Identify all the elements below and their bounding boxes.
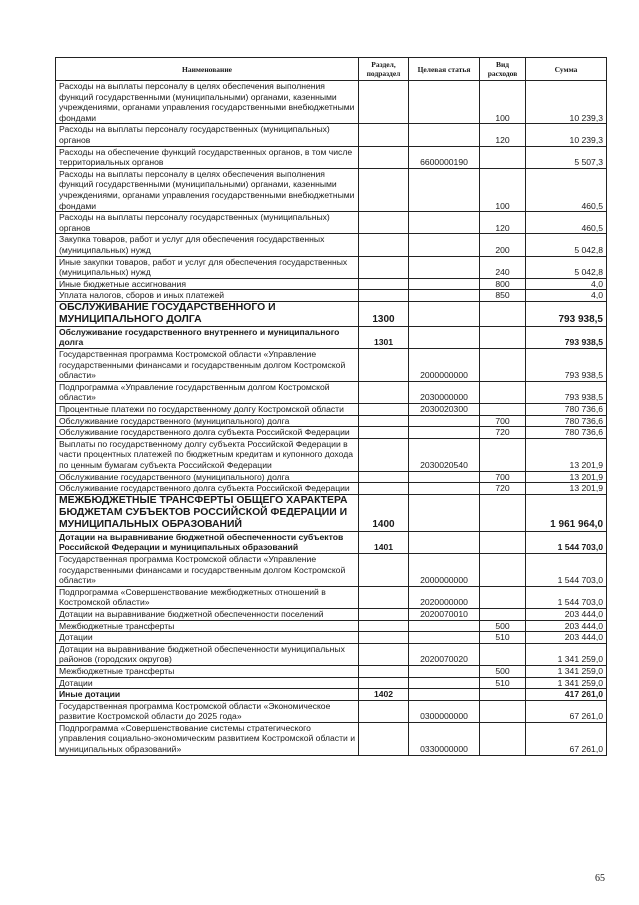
row-target-cell: 2030000000 [409,381,480,403]
row-sum-cell: 1 544 703,0 [526,531,607,553]
table-row [56,643,607,665]
row-kind-cell [480,146,526,168]
row-kind-cell [480,643,526,665]
row-target-cell: 6600000190 [409,146,480,168]
row-kind-cell: 500 [480,665,526,677]
row-section-cell [359,608,409,620]
row-sum-cell: 5 042,8 [526,256,607,278]
row-sum-cell: 5 507,3 [526,146,607,168]
row-section-cell [359,381,409,403]
row-target-cell [409,689,480,701]
row-target-cell [409,494,480,531]
row-name-cell: Обслуживание государственного (муниципального) долга [56,415,359,427]
row-name-cell: МЕЖБЮДЖЕТНЫЕ ТРАНСФЕРТЫ ОБЩЕГО ХАРАКТЕРА БЮДЖЕТАМ СУБЪЕКТОВ РОССИЙСКОЙ ФЕДЕРАЦИИ И МУНИЦИПАЛЬНЫХ ОБРАЗОВАНИЙ [56,494,359,531]
row-name-cell: Расходы на выплаты персоналу в целях обеспечения выполнения функций государственными (муниципальными) органами, казенными учреждениями, органами управления государственными внебюджетными фондами [56,168,359,211]
row-target-cell: 2020070020 [409,643,480,665]
row-section-cell [359,212,409,234]
row-target-cell [409,278,480,290]
row-name-cell: Государственная программа Костромской области «Управление государственными финансами и государственным долгом Костромской области» [56,553,359,586]
row-target-cell [409,81,480,124]
row-sum-cell: 13 201,9 [526,483,607,495]
row-section-cell [359,256,409,278]
row-kind-cell [480,349,526,382]
row-sum-cell: 793 938,5 [526,301,607,326]
row-name-cell: Расходы на обеспечение функций государственных органов, в том числе территориальных органов [56,146,359,168]
row-sum-cell: 1 544 703,0 [526,586,607,608]
row-name-cell: Подпрограмма «Совершенствование межбюджетных отношений в Костромской области» [56,586,359,608]
row-sum-cell: 1 544 703,0 [526,553,607,586]
row-section-cell [359,415,409,427]
row-sum-cell: 1 341 259,0 [526,665,607,677]
budget-table [55,57,607,756]
row-section-cell [359,665,409,677]
row-target-cell [409,290,480,302]
row-target-cell [409,620,480,632]
header-kind: Вид расходов [480,58,526,81]
row-sum-cell: 793 938,5 [526,326,607,348]
table-row [56,415,607,427]
row-kind-cell [480,301,526,326]
row-name-cell: Межбюджетные трансферты [56,665,359,677]
row-kind-cell: 850 [480,290,526,302]
table-row [56,427,607,439]
row-section-cell [359,427,409,439]
table-row [56,438,607,471]
row-section-cell [359,278,409,290]
row-kind-cell: 120 [480,212,526,234]
table-row [56,81,607,124]
row-sum-cell: 780 736,6 [526,404,607,416]
row-name-cell: Государственная программа Костромской области «Экономическое развитие Костромской области до 2025 года» [56,700,359,722]
row-section-cell [359,677,409,689]
row-target-cell: 2020000000 [409,586,480,608]
table-row [56,301,607,326]
table-row [56,700,607,722]
row-section-cell [359,553,409,586]
table-row [56,494,607,531]
row-kind-cell [480,438,526,471]
row-section-cell [359,81,409,124]
row-name-cell: Обслуживание государственного (муниципального) долга [56,471,359,483]
row-name-cell: Межбюджетные трансферты [56,620,359,632]
table-row [56,471,607,483]
table-row [56,168,607,211]
table-row [56,404,607,416]
row-section-cell [359,620,409,632]
row-section-cell [359,438,409,471]
row-section-cell [359,290,409,302]
row-target-cell [409,301,480,326]
row-kind-cell: 100 [480,81,526,124]
row-kind-cell [480,586,526,608]
row-sum-cell: 13 201,9 [526,438,607,471]
table-row [56,608,607,620]
row-section-cell: 1400 [359,494,409,531]
row-sum-cell: 67 261,0 [526,722,607,755]
row-target-cell [409,665,480,677]
row-kind-cell: 200 [480,234,526,256]
row-kind-cell: 100 [480,168,526,211]
row-kind-cell: 700 [480,471,526,483]
row-kind-cell [480,494,526,531]
header-name: Наименование [56,58,359,81]
row-sum-cell: 1 341 259,0 [526,677,607,689]
table-row [56,483,607,495]
table-row [56,349,607,382]
row-kind-cell [480,700,526,722]
row-sum-cell: 780 736,6 [526,415,607,427]
row-sum-cell: 460,5 [526,212,607,234]
row-name-cell: ОБСЛУЖИВАНИЕ ГОСУДАРСТВЕННОГО И МУНИЦИПАЛЬНОГО ДОЛГА [56,301,359,326]
row-target-cell: 2020070010 [409,608,480,620]
row-target-cell [409,483,480,495]
row-section-cell [359,404,409,416]
table-row [56,689,607,701]
row-kind-cell [480,553,526,586]
row-sum-cell: 10 239,3 [526,81,607,124]
row-target-cell: 2000000000 [409,349,480,382]
row-kind-cell: 800 [480,278,526,290]
row-target-cell [409,471,480,483]
row-target-cell [409,632,480,644]
row-name-cell: Иные дотации [56,689,359,701]
table-row [56,290,607,302]
row-target-cell [409,256,480,278]
row-section-cell [359,586,409,608]
row-target-cell: 2030020540 [409,438,480,471]
row-kind-cell: 510 [480,677,526,689]
row-kind-cell [480,531,526,553]
table-row [56,531,607,553]
row-kind-cell: 240 [480,256,526,278]
row-section-cell [359,722,409,755]
header-sum: Сумма [526,58,607,81]
row-target-cell [409,326,480,348]
row-sum-cell: 780 736,6 [526,427,607,439]
table-row [56,381,607,403]
row-target-cell [409,415,480,427]
row-kind-cell [480,608,526,620]
row-target-cell [409,234,480,256]
row-section-cell: 1301 [359,326,409,348]
page-number: 65 [595,873,605,884]
row-kind-cell: 500 [480,620,526,632]
row-name-cell: Обслуживание государственного долга субъекта Российской Федерации [56,427,359,439]
row-sum-cell: 1 961 964,0 [526,494,607,531]
row-kind-cell: 120 [480,124,526,146]
row-kind-cell: 510 [480,632,526,644]
row-kind-cell [480,326,526,348]
table-row [56,234,607,256]
row-target-cell: 2030020300 [409,404,480,416]
row-section-cell [359,643,409,665]
table-row [56,677,607,689]
row-sum-cell: 4,0 [526,290,607,302]
row-name-cell: Обслуживание государственного внутреннего и муниципального долга [56,326,359,348]
row-section-cell [359,349,409,382]
row-sum-cell: 1 341 259,0 [526,643,607,665]
row-sum-cell: 793 938,5 [526,381,607,403]
row-section-cell [359,168,409,211]
row-name-cell: Подпрограмма «Совершенствование системы стратегического управления социально-экономическим развитием Костромской области и муниципальных образований» [56,722,359,755]
table-row [56,326,607,348]
row-name-cell: Иные закупки товаров, работ и услуг для обеспечения государственных (муниципальных) нужд [56,256,359,278]
row-sum-cell: 203 444,0 [526,620,607,632]
row-target-cell [409,677,480,689]
table-row [56,212,607,234]
table-row [56,146,607,168]
row-target-cell: 2000000000 [409,553,480,586]
row-sum-cell: 203 444,0 [526,608,607,620]
row-name-cell: Обслуживание государственного долга субъекта Российской Федерации [56,483,359,495]
row-target-cell [409,168,480,211]
row-name-cell: Дотации на выравнивание бюджетной обеспеченности поселений [56,608,359,620]
row-kind-cell [480,404,526,416]
table-row [56,665,607,677]
row-name-cell: Дотации на выравнивание бюджетной обеспеченности субъектов Российской Федерации и муниципальных образований [56,531,359,553]
row-target-cell [409,212,480,234]
row-section-cell: 1300 [359,301,409,326]
row-sum-cell: 417 261,0 [526,689,607,701]
table-header-row [56,58,607,81]
row-section-cell [359,124,409,146]
row-section-cell [359,483,409,495]
row-name-cell: Государственная программа Костромской области «Управление государственными финансами и государственным долгом Костромской области» [56,349,359,382]
row-section-cell [359,234,409,256]
row-sum-cell: 5 042,8 [526,234,607,256]
row-name-cell: Дотации [56,677,359,689]
table-row [56,722,607,755]
row-section-cell [359,146,409,168]
table-row [56,620,607,632]
row-target-cell: 0300000000 [409,700,480,722]
row-name-cell: Выплаты по государственному долгу субъекта Российской Федерации в части процентных платежей по бюджетным кредитам и купонного дохода по ценным бумагам субъекта Российской Федерации [56,438,359,471]
row-name-cell: Уплата налогов, сборов и иных платежей [56,290,359,302]
row-name-cell: Закупка товаров, работ и услуг для обеспечения государственных (муниципальных) нужд [56,234,359,256]
row-kind-cell [480,689,526,701]
row-target-cell: 0330000000 [409,722,480,755]
row-kind-cell: 720 [480,483,526,495]
row-section-cell: 1402 [359,689,409,701]
row-sum-cell: 13 201,9 [526,471,607,483]
row-target-cell [409,124,480,146]
header-target: Целевая статья [409,58,480,81]
row-name-cell: Расходы на выплаты персоналу государственных (муниципальных) органов [56,124,359,146]
row-sum-cell: 460,5 [526,168,607,211]
row-target-cell [409,531,480,553]
row-name-cell: Процентные платежи по государственному долгу Костромской области [56,404,359,416]
row-name-cell: Расходы на выплаты персоналу государственных (муниципальных) органов [56,212,359,234]
row-sum-cell: 793 938,5 [526,349,607,382]
row-sum-cell: 203 444,0 [526,632,607,644]
header-section: Раздел, подраздел [359,58,409,81]
row-kind-cell: 720 [480,427,526,439]
row-kind-cell [480,722,526,755]
row-target-cell [409,427,480,439]
table-row [56,278,607,290]
row-name-cell: Подпрограмма «Управление государственным долгом Костромской области» [56,381,359,403]
row-sum-cell: 67 261,0 [526,700,607,722]
table-row [56,124,607,146]
table-row [56,632,607,644]
row-kind-cell: 700 [480,415,526,427]
row-section-cell: 1401 [359,531,409,553]
row-sum-cell: 10 239,3 [526,124,607,146]
row-section-cell [359,700,409,722]
row-name-cell: Иные бюджетные ассигнования [56,278,359,290]
row-sum-cell: 4,0 [526,278,607,290]
row-section-cell [359,471,409,483]
table-row [56,586,607,608]
table-row [56,256,607,278]
row-name-cell: Расходы на выплаты персоналу в целях обеспечения выполнения функций государственными (муниципальными) органами, казенными учреждениями, органами управления государственными внебюджетными фондами [56,81,359,124]
table-row [56,553,607,586]
row-name-cell: Дотации на выравнивание бюджетной обеспеченности муниципальных районов (городских округов) [56,643,359,665]
row-kind-cell [480,381,526,403]
row-section-cell [359,632,409,644]
row-name-cell: Дотации [56,632,359,644]
